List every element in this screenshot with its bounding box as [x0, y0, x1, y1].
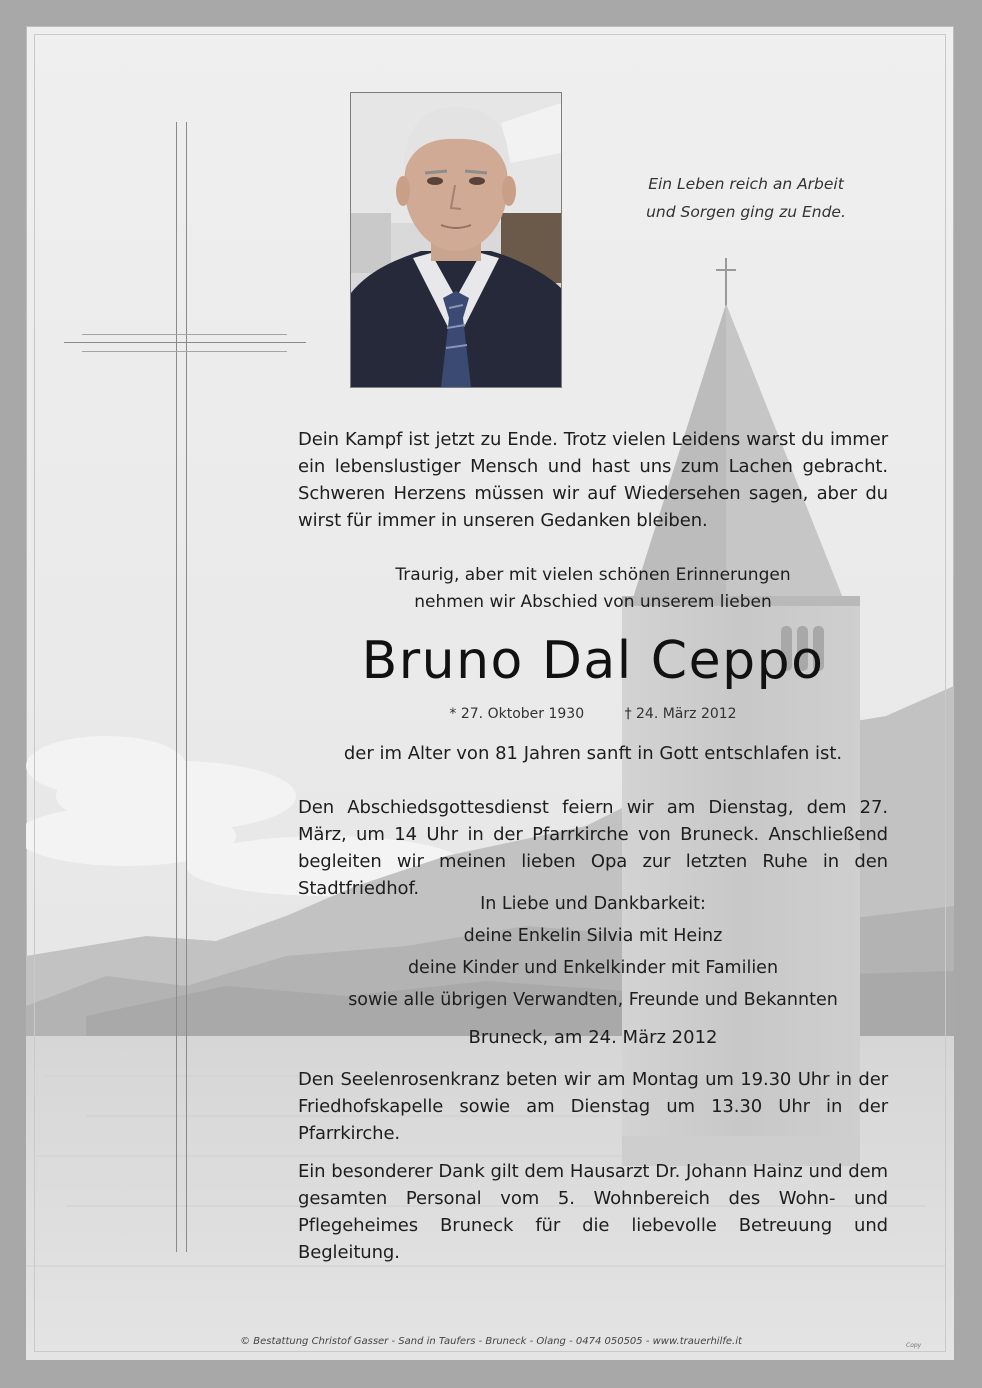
- thanks-paragraph: Ein besonderer Dank gilt dem Hausarzt Dr. Johann Hainz und dem gesamten Personal vom 5. Wohnbereich des Wohn- und Pflegeheimes Bruneck für die liebevolle Betreuung und Begleitung.: [298, 1161, 888, 1263]
- lead-line-2: nehmen wir Abschied von unserem lieben: [414, 592, 772, 612]
- motto-line-1: Ein Leben reich an Arbeit: [648, 175, 844, 193]
- intro-paragraph: Dein Kampf ist jetzt zu Ende. Trotz vielen Leidens warst du immer ein lebenslustiger Mensch und hast uns zum Lachen gebracht. Schweren Herzens müssen wir auf Wiedersehen sagen, aber du wirst für immer in unseren Gedanken bleiben.: [298, 429, 888, 531]
- signature-mark: Copy: [906, 1342, 922, 1349]
- mourners-list: [298, 888, 888, 1016]
- footer-credit: © Bestattung Christof Gasser - Sand in Taufers - Bruneck - Olang - 0474 050505 - www.trauerhilfe.it: [240, 1336, 742, 1347]
- life-dates: [298, 706, 888, 722]
- motto: [596, 170, 896, 226]
- obituary-card: [26, 26, 954, 1360]
- age-line: der im Alter von 81 Jahren sanft in Gott entschlafen ist.: [343, 743, 843, 764]
- rosary-paragraph: Den Seelenrosenkranz beten wir am Montag um 19.30 Uhr in der Friedhofskapelle sowie am Dienstag um 13.30 Uhr in der Pfarrkirche.: [298, 1069, 888, 1144]
- birth-date: * 27. Oktober 1930: [449, 706, 585, 722]
- mourners-line: sowie alle übrigen Verwandten, Freunde und Bekannten: [348, 990, 838, 1010]
- lead-line-1: Traurig, aber mit vielen schönen Erinnerungen: [395, 565, 791, 585]
- portrait-photo: [350, 92, 562, 388]
- motto-line-2: und Sorgen ging zu Ende.: [646, 203, 846, 221]
- death-date: † 24. März 2012: [624, 706, 737, 722]
- mourners-line: In Liebe und Dankbarkeit:: [480, 894, 706, 914]
- mourners-line: deine Enkelin Silvia mit Heinz: [463, 926, 723, 946]
- place-date: Bruneck, am 24. März 2012: [468, 1027, 718, 1048]
- deceased-name: Bruno Dal Ceppo: [361, 631, 825, 691]
- mourners-line: deine Kinder und Enkelkinder mit Familien: [407, 958, 779, 978]
- lead-text: [298, 562, 888, 616]
- service-paragraph: Den Abschiedsgottesdienst feiern wir am Dienstag, dem 27. März, um 14 Uhr in der Pfarrkirche von Bruneck. Anschließend begleiten wir meinen lieben Opa zur letzten Ruhe in den Stadtfriedhof.: [298, 797, 888, 899]
